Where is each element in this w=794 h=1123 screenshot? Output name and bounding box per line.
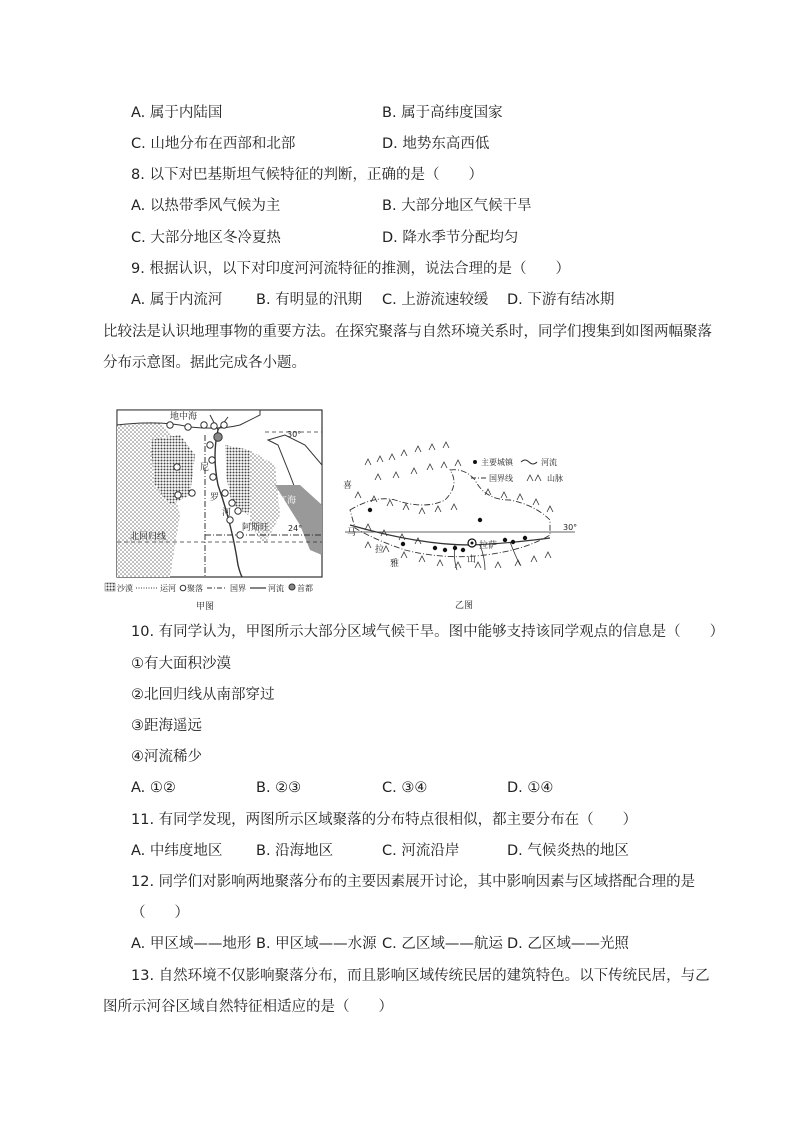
q13-stem: 13. 自然环境不仅影响聚落分布，而且影响区域传统民居的建筑特色。以下传统民居，与乙 bbox=[131, 968, 710, 984]
q12-stem: 12. 同学们对影响两地聚落分布的主要因素展开讨论，其中影响因素与区域搭配合理的是 bbox=[131, 874, 696, 890]
legend-town: 主要城镇 bbox=[481, 458, 513, 467]
legend-town-swatch bbox=[473, 460, 477, 464]
label-lasa: 拉萨 bbox=[479, 541, 498, 551]
intro-line-2: 分布示意图。据此完成各小题。 bbox=[103, 355, 306, 371]
q8-stem: 8. 以下对巴基斯坦气候特征的判断，正确的是（ ） bbox=[131, 167, 483, 183]
label-mediterranean: 地中海 bbox=[170, 412, 198, 422]
label-lat30-yi: 30° bbox=[563, 523, 578, 532]
q9-option-c: C. 上游流速较缓 bbox=[382, 292, 489, 308]
map-yi bbox=[335, 440, 600, 615]
legend-canal: 运河 bbox=[160, 584, 176, 593]
q9-option-d: D. 下游有结冰期 bbox=[507, 292, 615, 308]
legend-settlement: 聚落 bbox=[187, 584, 203, 593]
label-shan: 山 bbox=[467, 555, 477, 565]
national-border bbox=[350, 470, 550, 557]
legend-capital: 首都 bbox=[297, 584, 313, 593]
q7-option-a: A. 属于内陆国 bbox=[131, 105, 223, 121]
q11-option-a: A. 中纬度地区 bbox=[131, 843, 223, 859]
q10-stem: 10. 有同学认为，甲图所示大部分区域气候干旱。图中能够支持该同学观点的信息是（ ） bbox=[131, 624, 725, 640]
q11-option-b: B. 沿海地区 bbox=[256, 843, 334, 859]
q11-option-c: C. 河流沿岸 bbox=[382, 843, 460, 859]
q8-option-a: A. 以热带季风气候为主 bbox=[131, 198, 281, 214]
caption-yi: 乙图 bbox=[455, 601, 474, 611]
map-yi-legend bbox=[471, 457, 563, 483]
q10-statement-2: ②北回归线从南部穿过 bbox=[131, 687, 275, 703]
label-xi: 喜 bbox=[343, 481, 353, 491]
q10-option-a: A. ①② bbox=[131, 780, 176, 796]
label-lat24: 24° bbox=[288, 524, 303, 533]
legend-border-yi: 国界线 bbox=[489, 474, 513, 483]
label-aswan: 阿斯旺 bbox=[242, 523, 270, 533]
legend-mountain: 山脉 bbox=[547, 474, 563, 483]
label-lat30: 30° bbox=[287, 430, 302, 439]
q10-statement-4: ④河流稀少 bbox=[131, 749, 202, 765]
q7-option-d: D. 地势东高西低 bbox=[382, 136, 490, 152]
legend-desert: 沙漠 bbox=[117, 584, 133, 593]
label-nile-3: 河 bbox=[222, 508, 232, 518]
q9-option-b: B. 有明显的汛期 bbox=[256, 292, 363, 308]
map-jia bbox=[100, 405, 353, 615]
legend-capital-swatch bbox=[289, 584, 295, 590]
label-ya: 雅 bbox=[390, 559, 400, 569]
q12-stem-2: （ ） bbox=[131, 905, 189, 921]
q13-stem-2: 图所示河谷区域自然特征相适应的是（ ） bbox=[103, 999, 393, 1015]
q9-option-a: A. 属于内流河 bbox=[131, 292, 223, 308]
q8-option-d: D. 降水季节分配均匀 bbox=[382, 230, 519, 246]
q8-option-c: C. 大部分地区冬冷夏热 bbox=[131, 230, 281, 246]
map-jia-legend bbox=[105, 583, 313, 593]
q10-option-b: B. ②③ bbox=[256, 780, 302, 796]
yarlung-river bbox=[350, 525, 550, 545]
q12-option-a: A. 甲区域——地形 bbox=[131, 936, 252, 952]
q10-option-d: D. ①④ bbox=[507, 780, 554, 796]
q7-option-b: B. 属于高纬度国家 bbox=[382, 105, 503, 121]
legend-river-swatch-yi bbox=[521, 460, 537, 464]
label-la1: 拉 bbox=[375, 545, 385, 555]
q12-option-d: D. 乙区域——光照 bbox=[507, 936, 629, 952]
label-red-sea: 红海 bbox=[278, 496, 297, 506]
caption-jia: 甲图 bbox=[196, 602, 215, 612]
legend-mountain-swatch bbox=[527, 475, 541, 481]
label-ma: 马 bbox=[347, 528, 357, 538]
q12-option-c: C. 乙区域——航运 bbox=[382, 936, 503, 952]
towns bbox=[368, 508, 527, 552]
label-nile-2: 罗 bbox=[210, 493, 220, 503]
label-tropic: 北回归线 bbox=[130, 532, 167, 542]
q9-stem: 9. 根据认识，以下对印度河河流特征的推测，说法合理的是（ ） bbox=[131, 261, 570, 277]
legend-border: 国界 bbox=[230, 584, 246, 593]
q8-option-b: B. 大部分地区气候干旱 bbox=[382, 198, 532, 214]
capital-marker bbox=[214, 433, 222, 441]
legend-river: 河流 bbox=[268, 584, 284, 593]
q10-statement-1: ①有大面积沙漠 bbox=[131, 656, 231, 672]
q11-stem: 11. 有同学发现，两图所示区域聚落的分布特点很相似，都主要分布在（ ） bbox=[131, 812, 638, 828]
q12-option-b: B. 甲区域——水源 bbox=[256, 936, 377, 952]
q10-statement-3: ③距海遥远 bbox=[131, 718, 202, 734]
legend-river-yi: 河流 bbox=[541, 458, 557, 467]
legend-settlement-swatch bbox=[180, 585, 186, 591]
q7-option-c: C. 山地分布在西部和北部 bbox=[131, 136, 296, 152]
lasa-marker-inner bbox=[471, 542, 474, 545]
q11-option-d: D. 气候炎热的地区 bbox=[507, 843, 629, 859]
intro-line-1: 比较法是认识地理事物的重要方法。在探究聚落与自然环境关系时，同学们搜集到如图两幅聚落 bbox=[103, 324, 712, 340]
q10-option-c: C. ③④ bbox=[382, 780, 428, 796]
legend-desert-swatch bbox=[105, 583, 115, 591]
label-nile-1: 尼 bbox=[200, 463, 210, 473]
